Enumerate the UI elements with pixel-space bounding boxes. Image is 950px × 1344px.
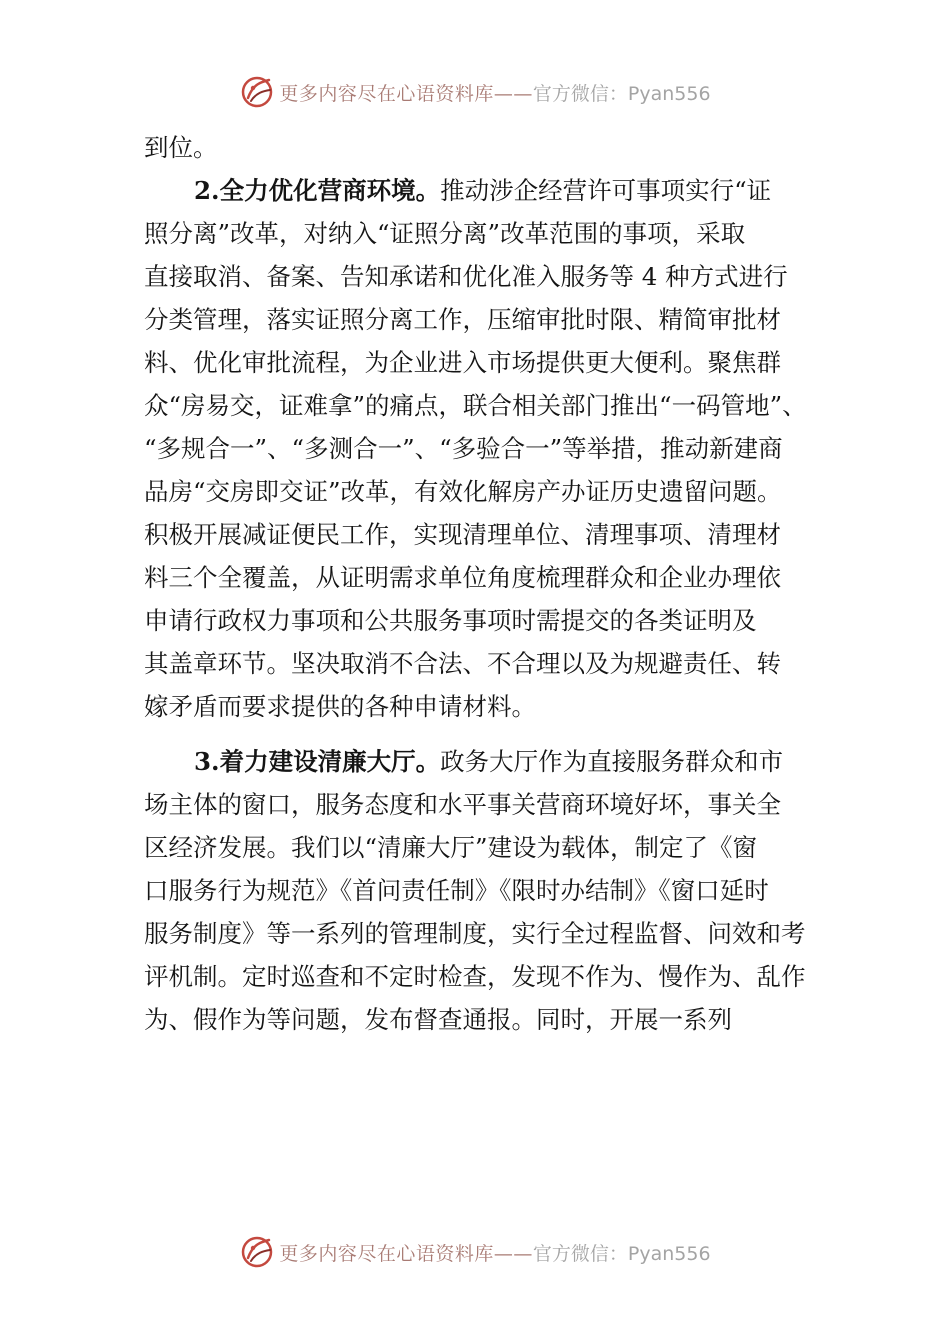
carryover-line: 到位。 xyxy=(144,133,218,162)
section-2-line: “多规合一”、“多测合一”、“多验合一”等举措，推动新建商 xyxy=(144,434,783,463)
section-3-line: 场主体的窗口，服务态度和水平事关营商环境好坏，事关全 xyxy=(144,790,781,819)
section-3-line: 评机制。定时巡查和不定时检查，发现不作为、慢作为、乱作 xyxy=(144,962,806,991)
section-3-line: 服务制度》等一系列的管理制度，实行全过程监督、问效和考 xyxy=(144,919,806,948)
footer-banner xyxy=(0,1232,950,1272)
brand-logo-icon xyxy=(239,1234,275,1270)
section-2-line: 申请行政权力事项和公共服务事项时需提交的各类证明及 xyxy=(144,606,757,635)
section-2-line: 料、优化审批流程，为企业进入市场提供更大便利。聚焦群 xyxy=(144,348,781,377)
section-2-line: 品房“交房即交证”改革，有效化解房产办证历史遗留问题。 xyxy=(144,477,782,506)
section-3-line: 为、假作为等问题，发布督查通报。同时，开展一系列 xyxy=(144,1005,732,1034)
header-banner-wechat: 官方微信：Pyan556 xyxy=(532,82,711,105)
section-2-line: 分类管理，落实证照分离工作，压缩审批时限、精简审批材 xyxy=(144,305,781,334)
section-2-line: 料三个全覆盖，从证明需求单位角度梳理群众和企业办理依 xyxy=(144,563,781,592)
section-3-line: 区经济发展。我们以“清廉大厅”建设为载体，制定了《窗 xyxy=(144,833,758,862)
section-2-line: 众“房易交，证难拿”的痛点，联合相关部门推出“一码管地”、 xyxy=(144,391,807,420)
section-2-line: 照分离”改革，对纳入“证照分离”改革范围的事项，采取 xyxy=(144,219,746,248)
paragraph-gap xyxy=(144,728,824,740)
section-2-heading: 2.全力优化营商环境。 xyxy=(194,176,441,205)
section-2-line: 其盖章环节。坚决取消不合法、不合理以及为规避责任、转 xyxy=(144,649,781,678)
section-2-first-line xyxy=(144,169,824,212)
footer-banner-wechat: 官方微信：Pyan556 xyxy=(532,1242,711,1265)
document-body xyxy=(144,126,824,1041)
section-2-line: 直接取消、备案、告知承诺和优化准入服务等 4 种方式进行 xyxy=(144,262,788,291)
section-2-line: 推动涉企经营许可事项实行“证 xyxy=(440,176,772,205)
brand-logo-icon xyxy=(239,74,275,110)
footer-banner-text: 更多内容尽在心语资料库—— xyxy=(279,1242,533,1265)
section-3-first-line xyxy=(144,740,824,783)
section-3-line: 口服务行为规范》《首问责任制》《限时办结制》《窗口延时 xyxy=(144,876,769,905)
section-3-heading: 3.着力建设清廉大厅。 xyxy=(194,747,441,776)
section-2-line: 嫁矛盾而要求提供的各种申请材料。 xyxy=(144,692,536,721)
header-banner-text: 更多内容尽在心语资料库—— xyxy=(279,82,533,105)
section-2-line: 积极开展减证便民工作，实现清理单位、清理事项、清理材 xyxy=(144,520,781,549)
section-3-line: 政务大厅作为直接服务群众和市 xyxy=(440,747,784,776)
header-banner xyxy=(0,72,950,112)
